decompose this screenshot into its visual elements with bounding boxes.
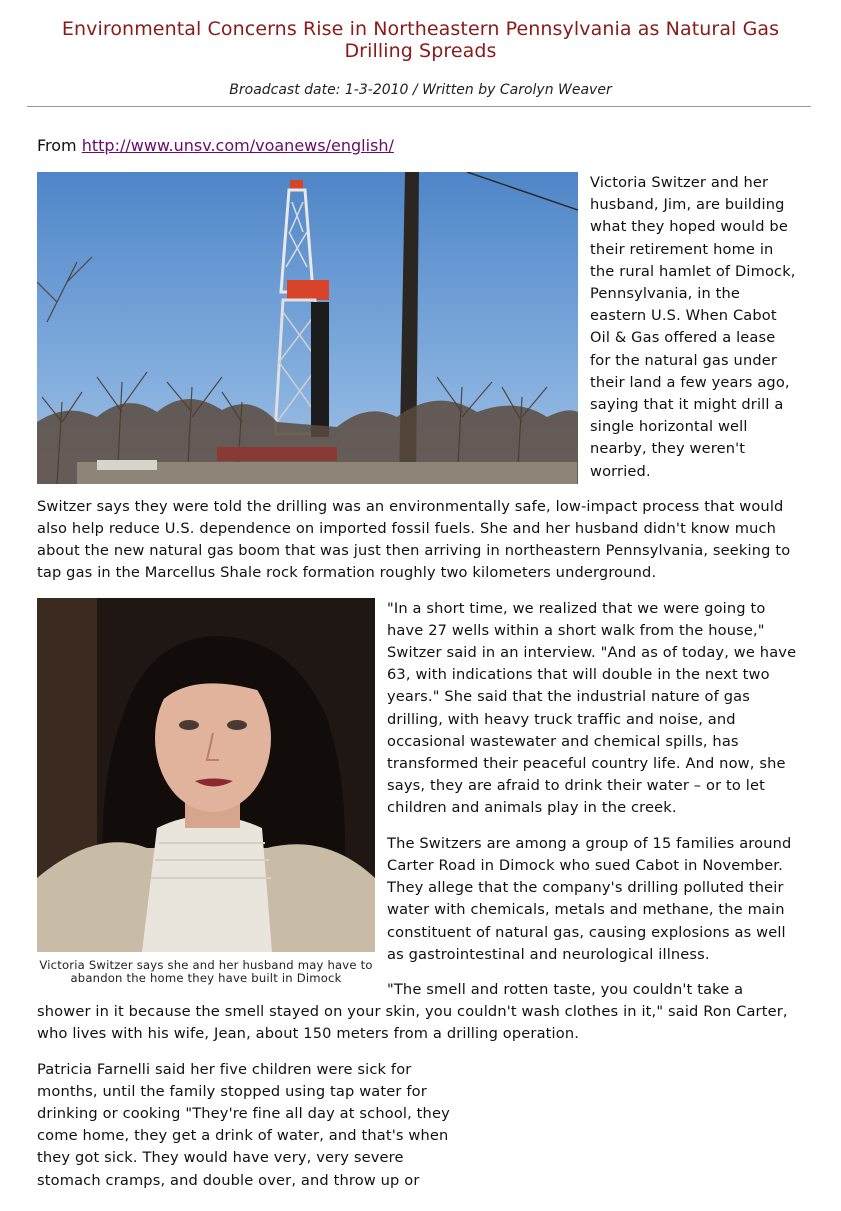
source-link[interactable]: http://www.unsv.com/voanews/english/ [81,136,394,155]
drilling-rig-image [37,172,578,484]
paragraph-1: Victoria Switzer and her husband, Jim, are building what they hoped would be their retirement home in the rural hamlet of Dimock, Pennsylvania, in the eastern U.S. When Cabot Oil & Gas offered a lease for the natural gas under their land a few years ago, saying that it might drill a single horizontal well nearby, they weren't worried. [590,174,796,480]
source-line [37,136,394,156]
article-body [37,172,800,1205]
paragraph-4: The Switzers are among a group of 15 families around Carter Road in Dimock who sued Cabot in November. They allege that the company's drilling polluted their water with chemicals, metals and methane, the main constituent of natural gas, causing explosions as well as gastrointestinal and neurological illness. [387,834,792,963]
article-title: Environmental Concerns Rise in Northeastern Pennsylvania as Natural Gas Drilling Spreads [61,18,780,62]
article-byline: Broadcast date: 1-3-2010 / Written by Carolyn Weaver [229,82,612,98]
paragraph-5: "The smell and rotten taste, you couldn't take a shower in it because the smell stayed on your skin, you couldn't wash clothes in it," said Ron Carter, who lives with his wife, Jean, about 150 meters from a drilling operation. [37,980,788,1043]
portrait-image [37,598,375,952]
portrait-caption: Victoria Switzer says she and her husband may have to abandon the home they have built in Dimock [39,957,373,985]
paragraph-6: Patricia Farnelli said her five children were sick for months, until the family stopped using tap water for drinking or cooking "They're fine all day at school, they come home, they get a drink of water, and that's when they got sick. They would have very, very severe stomach cramps, and double over, and throw up or [37,1060,450,1189]
paragraph-2: Switzer says they were told the drilling was an environmentally safe, low-impact process that would also help reduce U.S. dependence on imported fossil fuels. She and her husband didn't know much about the new natural gas boom that was just then arriving in northeastern Pennsylvania, seeking to tap gas in the Marcellus Shale rock formation roughly two kilometers underground. [37,497,791,582]
victoria-switzer-photo [37,598,375,952]
from-label: From [37,136,77,155]
drilling-rig-photo [37,172,578,484]
header-divider [27,106,811,107]
paragraph-3: "In a short time, we realized that we were going to have 27 wells within a short walk from the house," Switzer said in an interview. "And as of today, we have 63, with indications that will double in the next two years." She said that the industrial nature of gas drilling, with heavy truck traffic and noise, and occasional wastewater and chemical spills, has transformed their peaceful country life. And now, she says, they are afraid to drink their water – or to let children and animals play in the creek. [387,599,797,817]
portrait-figure [37,598,375,985]
